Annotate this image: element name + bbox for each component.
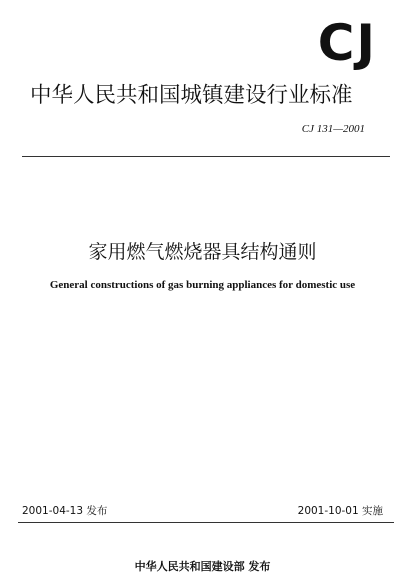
header-divider xyxy=(22,156,390,157)
effective-date: 2001-10-01 实施 xyxy=(297,505,383,517)
organization-title: 中华人民共和国城镇建设行业标准 xyxy=(30,83,353,108)
issue-date: 2001-04-13 发布 xyxy=(22,505,108,517)
publisher: 中华人民共和国建设部 发布 xyxy=(134,560,271,573)
cj-logo: CJ xyxy=(317,14,377,72)
standard-code: CJ 131—2001 xyxy=(301,123,365,135)
footer-divider xyxy=(18,522,394,523)
document-title-chinese: 家用燃气燃烧器具结构通则 xyxy=(88,241,317,263)
document-title-english: General constructions of gas burning appliances for domestic use xyxy=(49,279,356,291)
